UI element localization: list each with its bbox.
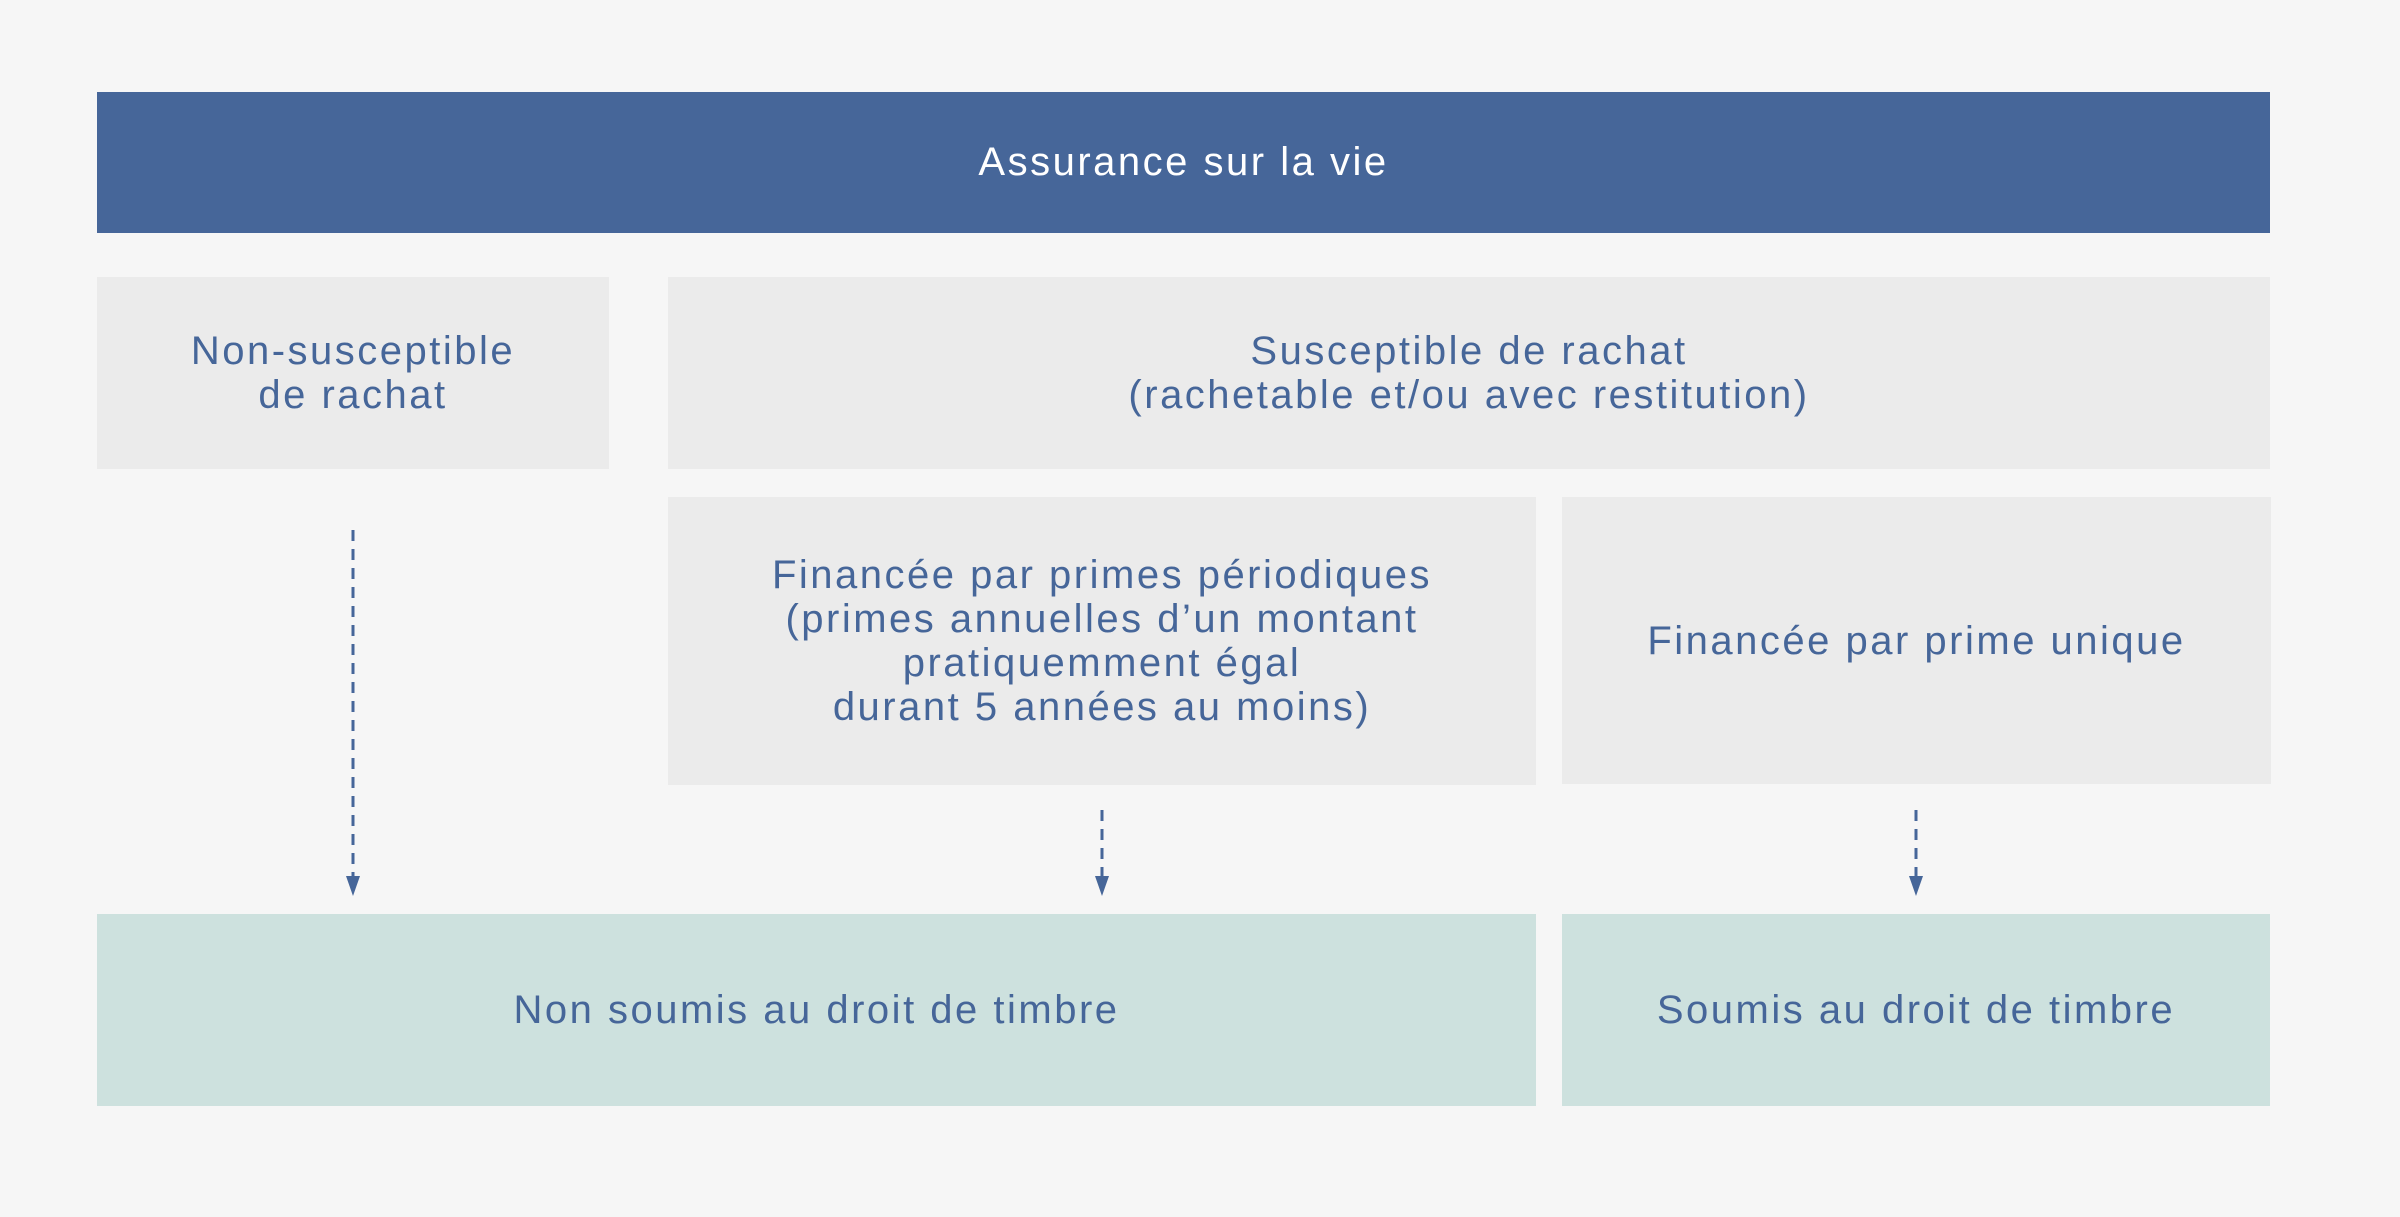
unique-label: Financée par prime unique [1647, 618, 2186, 663]
soumis-box [1562, 914, 2270, 1106]
soumis-label: Soumis au droit de timbre [1656, 987, 2176, 1032]
non-susceptible-rachat-box [97, 277, 609, 469]
prime-unique-box [1562, 497, 2271, 784]
rachat-line-1: Susceptible de rachat [1250, 329, 1688, 373]
header-box [97, 92, 2270, 233]
non-soumis-label: Non soumis au droit de timbre [513, 987, 1120, 1032]
arrow-non-rachat [346, 530, 360, 896]
non-soumis-box [97, 914, 1536, 1106]
periodiques-line-4: durant 5 années au moins) [832, 685, 1372, 729]
periodiques-line-3: pratiquemment égal [902, 641, 1302, 685]
non-rachat-line-1: Non-susceptible [190, 329, 516, 373]
arrow-unique [1909, 810, 1923, 896]
periodiques-line-2: (primes annuelles d’un montant [785, 597, 1419, 641]
non-rachat-line-2: de rachat [258, 373, 448, 417]
susceptible-rachat-box [668, 277, 2270, 469]
arrow-periodiques [1095, 810, 1109, 896]
rachat-line-2: (rachetable et/ou avec restitution) [1128, 373, 1810, 417]
primes-periodiques-box [668, 497, 1536, 785]
header-title: Assurance sur la vie [978, 140, 1389, 184]
periodiques-line-1: Financée par primes périodiques [771, 553, 1433, 597]
